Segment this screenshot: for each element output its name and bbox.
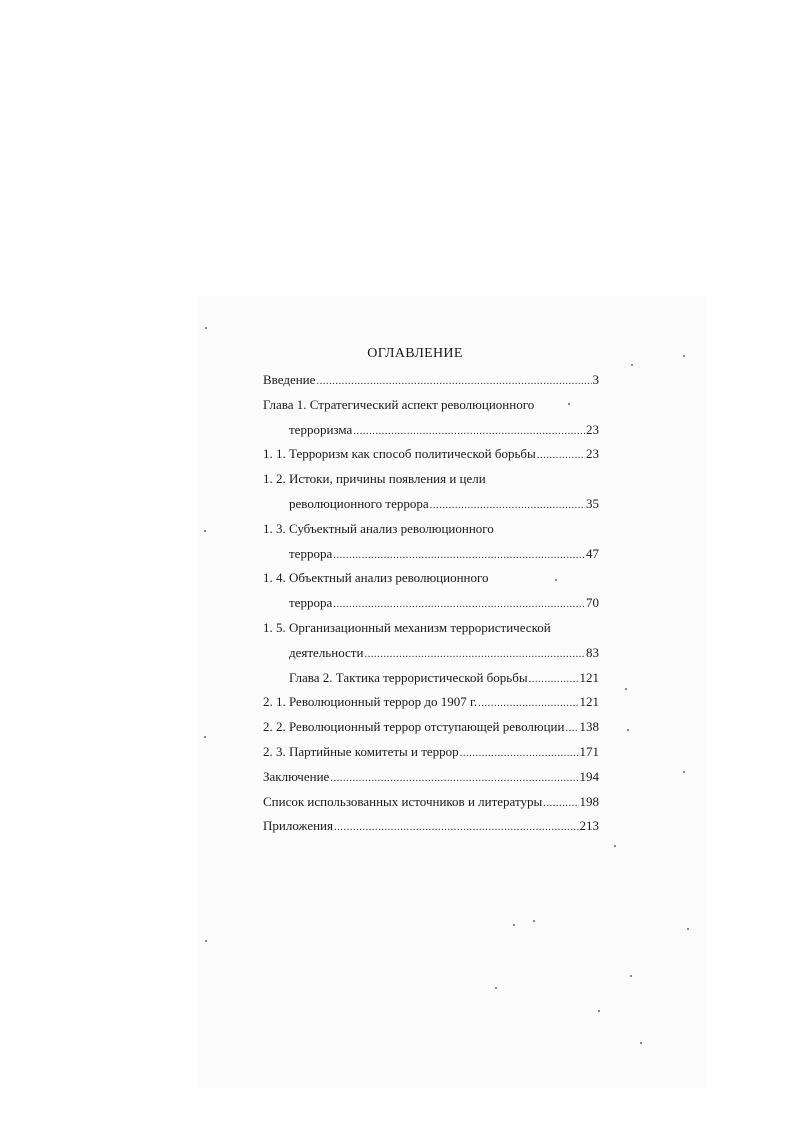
toc-entry-text: Приложения	[263, 818, 333, 834]
toc-entry	[263, 814, 599, 839]
scan-speck	[204, 530, 206, 532]
toc-entry-page: 194	[579, 768, 599, 784]
toc-entry-page: 23	[586, 446, 599, 462]
toc-entry	[263, 368, 599, 393]
scan-speck	[204, 736, 206, 738]
scan-speck	[631, 364, 633, 366]
scan-speck	[205, 327, 207, 329]
scan-speck	[640, 1042, 642, 1044]
toc-entry	[263, 492, 599, 517]
toc-entry	[263, 790, 599, 815]
toc-entry-text: 2. 3. Партийные комитеты и террор	[263, 743, 459, 759]
toc-entry-page: 138	[579, 719, 599, 735]
scan-speck	[533, 920, 535, 922]
toc-entry-page: 171	[579, 743, 599, 759]
dot-leader	[478, 691, 578, 716]
toc-entry-text: 1. 2. Истоки, причины появления и цели	[263, 471, 486, 487]
toc-entry	[263, 566, 599, 591]
toc-entry	[263, 442, 599, 467]
toc-entry	[263, 467, 599, 492]
toc-entry	[263, 418, 599, 443]
scan-speck	[598, 1010, 600, 1012]
toc-entry-text: террора	[289, 545, 333, 561]
toc-entry	[263, 715, 599, 740]
toc-entry-text: 1. 4. Объектный анализ революционного	[263, 570, 489, 586]
toc-entry-text: 1. 3. Субъектный анализ революционного	[263, 520, 494, 536]
toc-entry-page: 35	[586, 495, 599, 511]
toc-entry	[263, 591, 599, 616]
dot-leader	[334, 815, 579, 840]
scan-speck	[614, 845, 616, 847]
scan-speck	[683, 355, 685, 357]
toc-entry	[263, 765, 599, 790]
toc-entry	[263, 517, 599, 542]
dot-leader	[529, 667, 579, 692]
dot-leader	[565, 716, 578, 741]
toc-entry-page: 198	[579, 793, 599, 809]
toc-entry-text: 2. 2. Революционный террор отступающей революции	[263, 719, 565, 735]
toc-entry-text: террора	[289, 595, 333, 611]
scan-speck	[495, 987, 497, 989]
toc-entry-page: 121	[579, 694, 599, 710]
dot-leader	[330, 766, 578, 791]
toc-entry-text: Список использованных источников и литературы	[263, 793, 543, 809]
dot-leader	[364, 642, 585, 667]
scan-speck	[683, 771, 685, 773]
scan-speck	[627, 729, 629, 731]
toc-entry-text: терроризма	[289, 421, 353, 437]
dot-leader	[353, 419, 585, 444]
toc-entry	[263, 616, 599, 641]
toc-entry-page: 47	[586, 545, 599, 561]
toc-entry	[263, 542, 599, 567]
dot-leader	[430, 493, 585, 518]
toc-entry	[263, 740, 599, 765]
toc-entry-page: 213	[579, 818, 599, 834]
toc-entry-page: 23	[586, 421, 599, 437]
toc-entry-page: 83	[586, 644, 599, 660]
scan-speck	[513, 924, 515, 926]
scan-speck	[555, 579, 557, 581]
toc-entry-text: 1. 5. Организационный механизм террористической	[263, 619, 551, 635]
scan-speck	[205, 940, 207, 942]
toc-entry-text: Заключение	[263, 768, 330, 784]
toc-entry	[263, 641, 599, 666]
toc-entry-text: 2. 1. Революционный террор до 1907 г.	[263, 694, 478, 710]
toc-entry-page: 70	[586, 595, 599, 611]
toc-entry-page: 121	[579, 669, 599, 685]
toc-entry-text: деятельности	[289, 644, 364, 660]
dot-leader	[333, 592, 585, 617]
scan-speck	[625, 688, 627, 690]
scan-speck	[687, 928, 689, 930]
scan-speck	[630, 975, 632, 977]
toc-entry	[263, 666, 599, 691]
dot-leader	[537, 443, 585, 468]
toc-title: ОГЛАВЛЕНИЕ	[367, 346, 463, 361]
dot-leader	[460, 741, 579, 766]
toc-entry-text: Глава 2. Тактика террористической борьбы	[289, 669, 528, 685]
toc-entry-text: 1. 1. Терроризм как способ политической борьбы	[263, 446, 536, 462]
toc-entry	[263, 393, 599, 418]
dot-leader	[333, 543, 585, 568]
table-of-contents	[263, 368, 599, 839]
toc-entry-text: революционного террора	[289, 495, 429, 511]
dot-leader	[543, 791, 578, 816]
toc-entry-text: Глава 1. Стратегический аспект революционного	[263, 396, 535, 412]
toc-entry-page: 3	[592, 372, 599, 387]
scan-speck	[568, 403, 570, 405]
toc-entry-text: Введение	[263, 372, 316, 387]
toc-entry	[263, 690, 599, 715]
dot-leader	[316, 369, 591, 394]
